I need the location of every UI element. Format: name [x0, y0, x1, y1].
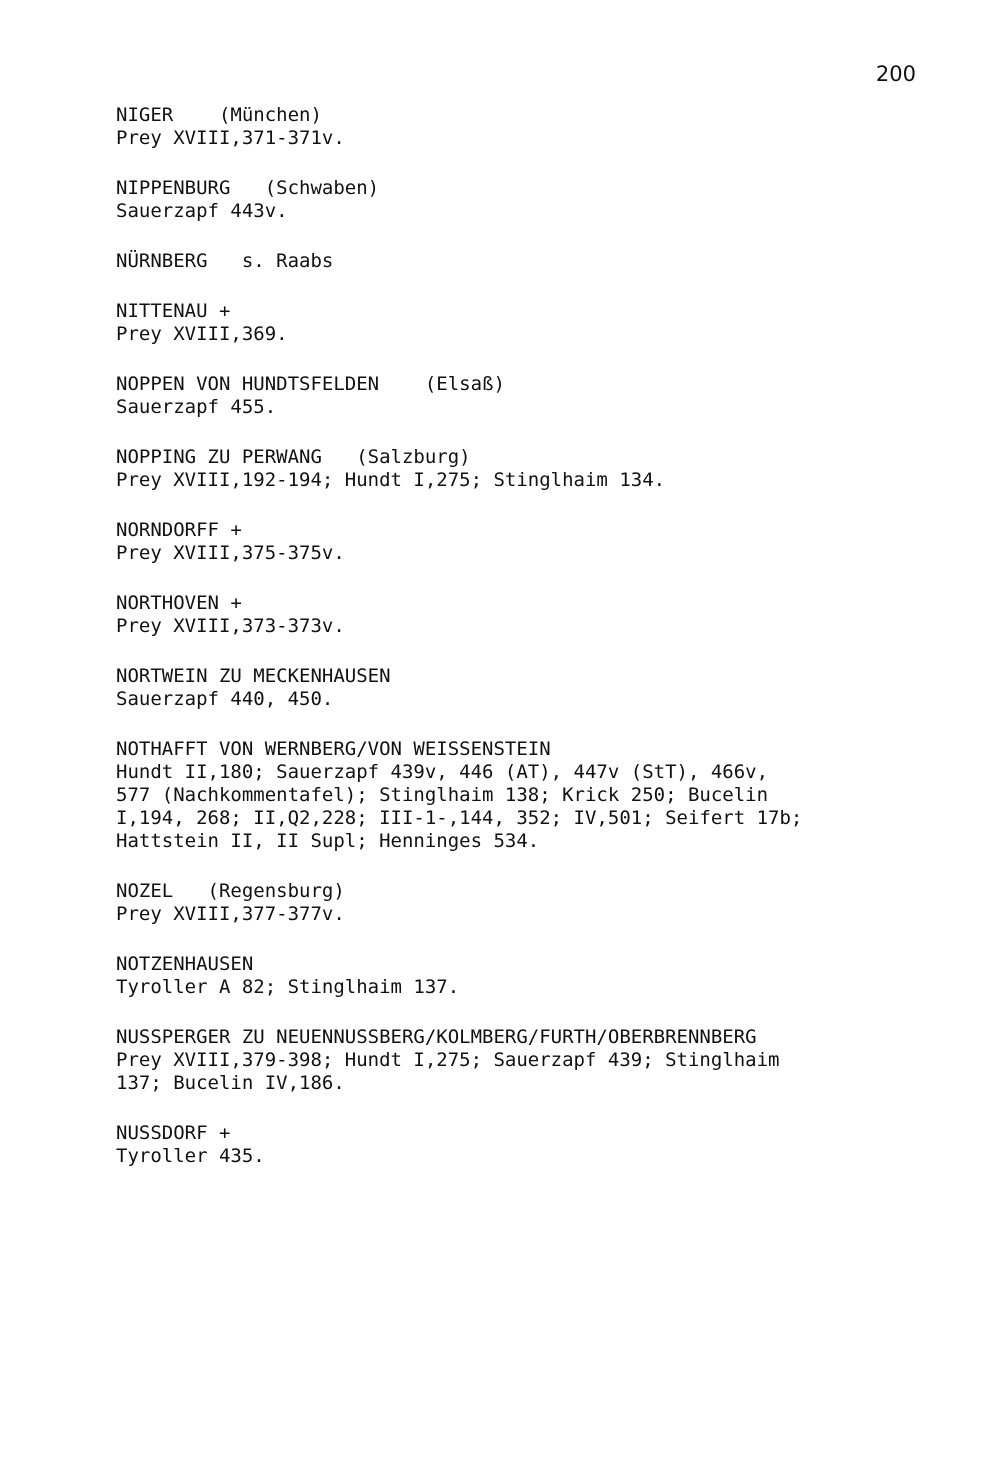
- entry-reference-line: Prey XVIII,379-398; Hundt I,275; Sauerzapf 439; Stinglhaim: [116, 1049, 780, 1071]
- register-entry: [116, 953, 956, 999]
- entry-heading: NIGER (München): [116, 104, 322, 126]
- entry-heading: NÜRNBERG s. Raabs: [116, 250, 334, 272]
- entry-heading: NUSSPERGER ZU NEUENNUSSBERG/KOLMBERG/FURTH/OBERBRENNBERG: [116, 1026, 757, 1048]
- entry-reference-line: I,194, 268; II,Q2,228; III-1-,144, 352; IV,501; Seifert 17b;: [116, 807, 803, 829]
- entry-reference-line: Tyroller A 82; Stinglhaim 137.: [116, 976, 460, 998]
- register-entry: [116, 519, 956, 565]
- entry-heading: NORTHOVEN +: [116, 592, 242, 614]
- entry-heading: NOPPING ZU PERWANG (Salzburg): [116, 446, 471, 468]
- register-entries: [116, 104, 956, 1195]
- register-entry: [116, 446, 956, 492]
- entry-reference-line: Hattstein II, II Supl; Henninges 534.: [116, 830, 540, 852]
- register-entry: [116, 250, 956, 273]
- entry-reference-line: Sauerzapf 443v.: [116, 200, 288, 222]
- entry-reference-line: Hundt II,180; Sauerzapf 439v, 446 (AT), 447v (StT), 466v,: [116, 761, 769, 783]
- entry-heading: NIPPENBURG (Schwaben): [116, 177, 380, 199]
- register-entry: [116, 104, 956, 150]
- register-entry: [116, 880, 956, 926]
- entry-heading: NOTHAFFT VON WERNBERG/VON WEISSENSTEIN: [116, 738, 551, 760]
- entry-heading: NORNDORFF +: [116, 519, 242, 541]
- entry-reference-line: Prey XVIII,369.: [116, 323, 288, 345]
- entry-reference-line: 137; Bucelin IV,186.: [116, 1072, 345, 1094]
- entry-heading: NOTZENHAUSEN: [116, 953, 254, 975]
- register-entry: [116, 373, 956, 419]
- register-entry: [116, 177, 956, 223]
- register-entry: [116, 1122, 956, 1168]
- entry-heading: NORTWEIN ZU MECKENHAUSEN: [116, 665, 391, 687]
- register-entry: [116, 665, 956, 711]
- entry-reference-line: Prey XVIII,371-371v.: [116, 127, 345, 149]
- entry-heading: NOZEL (Regensburg): [116, 880, 345, 902]
- register-entry: [116, 300, 956, 346]
- entry-reference-line: Prey XVIII,377-377v.: [116, 903, 345, 925]
- entry-reference-line: Sauerzapf 440, 450.: [116, 688, 334, 710]
- entry-reference-line: Tyroller 435.: [116, 1145, 265, 1167]
- page-number: 200: [875, 62, 916, 86]
- entry-reference-line: Prey XVIII,375-375v.: [116, 542, 345, 564]
- entry-heading: NOPPEN VON HUNDTSFELDEN (Elsaß): [116, 373, 505, 395]
- register-entry: [116, 738, 956, 853]
- register-entry: [116, 592, 956, 638]
- register-entry: [116, 1026, 956, 1095]
- entry-heading: NITTENAU +: [116, 300, 231, 322]
- entry-reference-line: 577 (Nachkommentafel); Stinglhaim 138; Krick 250; Bucelin: [116, 784, 769, 806]
- entry-reference-line: Sauerzapf 455.: [116, 396, 277, 418]
- entry-heading: NUSSDORF +: [116, 1122, 231, 1144]
- entry-reference-line: Prey XVIII,192-194; Hundt I,275; Stinglhaim 134.: [116, 469, 666, 491]
- entry-reference-line: Prey XVIII,373-373v.: [116, 615, 345, 637]
